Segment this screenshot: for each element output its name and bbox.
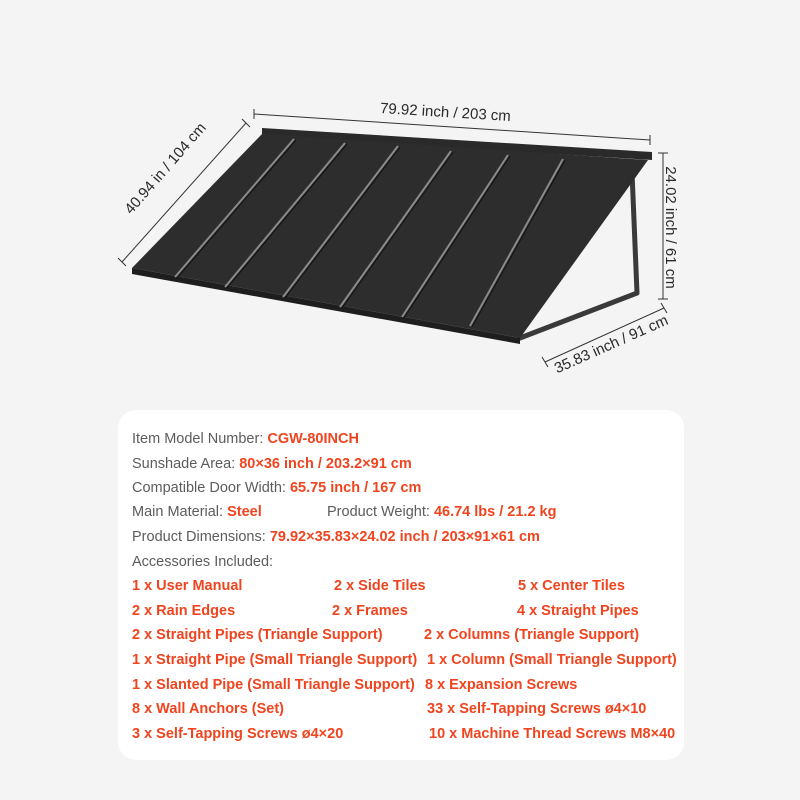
spec-label: Product Weight:: [327, 504, 434, 520]
accessory-item: 1 x Straight Pipe (Small Triangle Support): [132, 652, 418, 668]
spec-value: 79.92×35.83×24.02 inch / 203×91×61 cm: [269, 529, 540, 545]
accessory-item: 1 x Slanted Pipe (Small Triangle Support): [132, 677, 415, 693]
accessory-item: 2 x Rain Edges: [132, 603, 236, 619]
spec-value: 65.75 inch / 167 cm: [289, 480, 422, 496]
accessory-item: 2 x Columns (Triangle Support): [424, 627, 640, 643]
spec-door-width: [132, 479, 421, 497]
height-dimension-label: 24.02 inch / 61 cm: [661, 166, 679, 289]
spec-value: 46.74 lbs / 21.2 kg: [433, 504, 557, 520]
spec-product-dimensions: [132, 528, 540, 546]
bracket-dimension-label: 35.83 inch / 91 cm: [551, 311, 671, 378]
spec-label: Product Dimensions:: [132, 529, 270, 545]
accessory-item: 33 x Self-Tapping Screws ø4×10: [427, 701, 647, 717]
specifications-card: [118, 410, 684, 760]
spec-label: Item Model Number:: [132, 431, 268, 447]
accessory-item: 8 x Expansion Screws: [425, 677, 578, 693]
spec-value: CGW-80INCH: [267, 431, 359, 447]
spec-label: Compatible Door Width:: [132, 480, 290, 496]
accessory-item: 5 x Center Tiles: [518, 578, 625, 594]
width-dimension-label: 79.92 inch / 203 cm: [379, 100, 512, 125]
accessory-item: 4 x Straight Pipes: [517, 603, 639, 619]
accessory-item: 8 x Wall Anchors (Set): [132, 701, 285, 717]
spec-value: Steel: [227, 504, 262, 520]
accessory-item: 2 x Straight Pipes (Triangle Support): [132, 627, 383, 643]
spec-label: Main Material:: [132, 504, 228, 520]
accessory-item: 2 x Side Tiles: [334, 578, 426, 594]
spec-model: [132, 430, 359, 448]
accessory-item: 3 x Self-Tapping Screws ø4×20: [132, 726, 344, 742]
spec-area: [132, 455, 412, 473]
accessory-item: 1 x User Manual: [132, 578, 243, 594]
accessories-heading: Accessories Included:: [132, 554, 274, 570]
depth-dimension-label: 40.94 in / 104 cm: [121, 119, 210, 218]
spec-value: 80×36 inch / 203.2×91 cm: [239, 456, 412, 472]
accessory-item: 1 x Column (Small Triangle Support): [427, 652, 677, 668]
spec-weight: [327, 503, 556, 521]
accessory-item: 2 x Frames: [332, 603, 408, 619]
spec-material: [132, 503, 262, 521]
accessory-item: 10 x Machine Thread Screws M8×40: [429, 726, 676, 742]
spec-label: Sunshade Area:: [132, 456, 240, 472]
